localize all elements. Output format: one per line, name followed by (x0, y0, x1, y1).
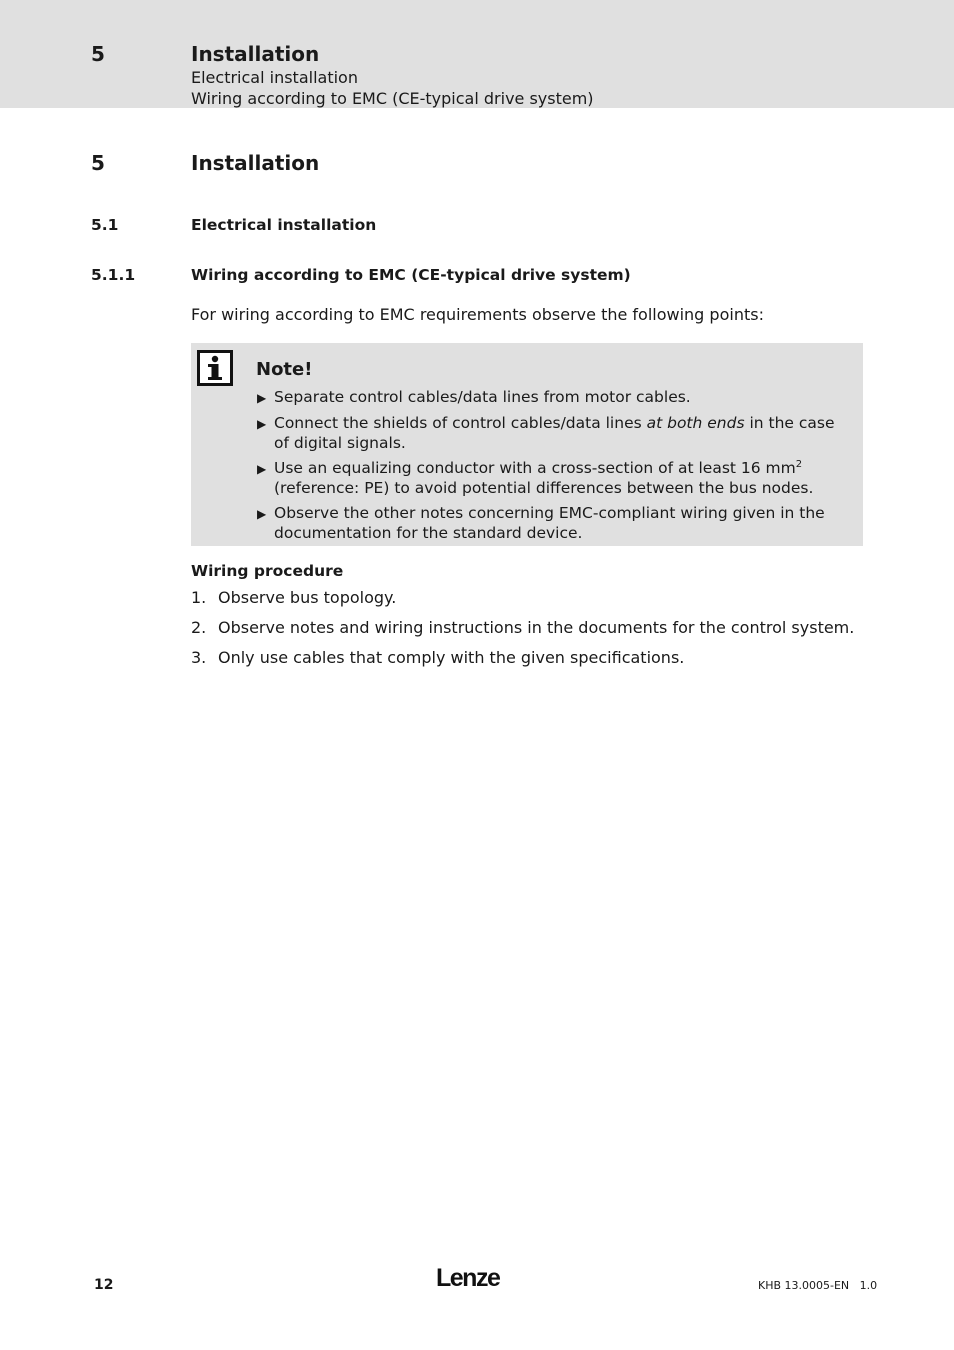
step-text: Observe notes and wiring instructions in the documents for the control system. (218, 618, 855, 637)
note-bullet-text-part: Connect the shields of control cables/data lines (274, 414, 647, 432)
running-header-chapter-title: Installation (191, 42, 320, 66)
heading-1-number: 5 (91, 151, 105, 175)
heading-2-title: Electrical installation (191, 216, 377, 234)
note-bullet-text-part: Use an equalizing conductor with a cross-section of at least 16 mm (274, 459, 796, 477)
note-bullet-text-part: (reference: PE) to avoid potential differences between the bus nodes. (274, 479, 814, 497)
bullet-triangle-icon: ▶ (257, 391, 267, 405)
note-bullet-text: Observe the other notes concerning EMC-compliant wiring given in the documentation for the standard device. (274, 504, 825, 542)
running-header-line-1: Electrical installation (191, 68, 358, 87)
superscript: 2 (795, 459, 803, 470)
note-bullet-emphasis: at both ends (646, 414, 745, 432)
info-icon (197, 350, 233, 386)
wiring-procedure-heading: Wiring procedure (191, 562, 344, 580)
list-item (191, 588, 871, 618)
note-bullet (257, 413, 847, 453)
document-reference: KHB 13.0005-EN 1.0 (758, 1279, 878, 1292)
running-header-line-2: Wiring according to EMC (CE-typical drive system) (191, 89, 594, 108)
step-number: 3. (191, 648, 207, 667)
note-bullet-text (274, 413, 847, 453)
bullet-triangle-icon: ▶ (257, 417, 267, 431)
note-bullet-text (274, 458, 847, 498)
running-header-chapter-number: 5 (91, 42, 105, 66)
heading-2-number: 5.1 (91, 216, 119, 234)
lenze-logo: Lenze (436, 1264, 500, 1292)
step-number: 2. (191, 618, 207, 637)
heading-3-title: Wiring according to EMC (CE-typical drive system) (191, 266, 631, 284)
list-item (191, 648, 871, 678)
bullet-triangle-icon: ▶ (257, 507, 267, 521)
note-bullet-text: Separate control cables/data lines from motor cables. (274, 388, 691, 406)
list-item (191, 618, 871, 648)
intro-paragraph: For wiring according to EMC requirements observe the following points: (191, 305, 764, 324)
heading-1-title: Installation (191, 151, 320, 175)
note-bullet (257, 503, 847, 543)
bullet-triangle-icon: ▶ (257, 462, 267, 476)
note-bullet (257, 458, 847, 498)
note-bullet (257, 387, 847, 408)
wiring-procedure-list (191, 588, 871, 678)
step-text: Observe bus topology. (218, 588, 397, 607)
step-text: Only use cables that comply with the given specifications. (218, 648, 685, 667)
note-bullet-text-part: in the case of digital signals. (274, 414, 835, 452)
note-title: Note! (256, 359, 313, 380)
step-number: 1. (191, 588, 207, 607)
heading-3-number: 5.1.1 (91, 266, 136, 284)
page-number: 12 (94, 1277, 114, 1293)
note-list (257, 387, 847, 548)
